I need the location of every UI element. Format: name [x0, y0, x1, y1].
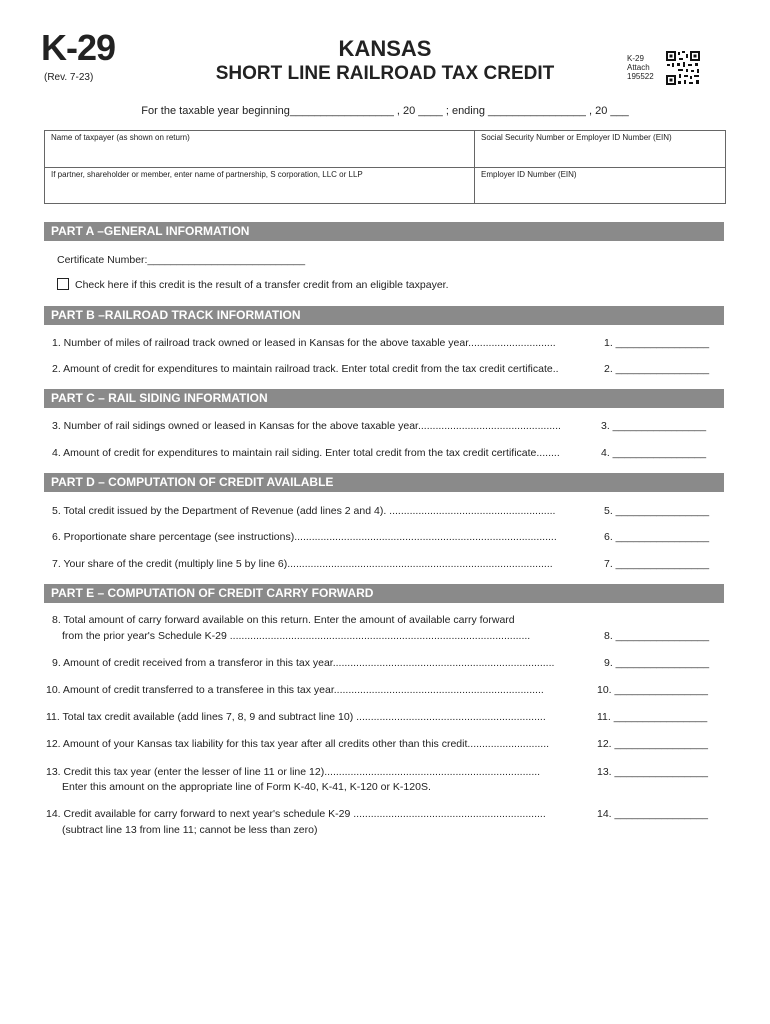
line-10-field[interactable]: 10. ________________ [597, 684, 708, 696]
part-c-heading: PART C – RAIL SIDING INFORMATION [44, 389, 724, 408]
id-row-1 [45, 131, 725, 167]
line-4-field[interactable]: 4. ________________ [601, 447, 707, 459]
line-2-label: 2. Amount of credit for expenditures to maintain railroad track. Enter total credit from the tax credit certificate.. [52, 363, 559, 375]
attach-code: 195522 [627, 72, 654, 81]
line-9-field[interactable]: 9. ________________ [604, 657, 710, 669]
line-7-label: 7. Your share of the credit (multiply line 5 by line 6)........................................................................................... [52, 558, 553, 570]
line-9-label: 9. Amount of credit received from a transferor in this tax year............................................................................ [52, 657, 555, 669]
line-1-field[interactable]: 1. ________________ [604, 337, 710, 349]
line-4-label: 4. Amount of credit for expenditures to maintain rail siding. Enter total credit from the tax credit certificate........ [52, 447, 560, 459]
line-8-label: 8. Total amount of carry forward available on this return. Enter the amount of available carry forward [52, 614, 515, 626]
line-3-field[interactable]: 3. ________________ [601, 420, 707, 432]
line-2-field[interactable]: 2. ________________ [604, 363, 710, 375]
form-number: K-29 [41, 27, 116, 68]
revision-date: (Rev. 7-23) [44, 72, 94, 83]
taxable-year-line[interactable]: For the taxable year beginning_________________ , 20 ____ ; ending ________________ , 20 ___ [141, 105, 629, 117]
line-8-field[interactable]: 8. ________________ [604, 630, 710, 642]
qr-code-icon [665, 50, 701, 86]
line-5-field[interactable]: 5. ________________ [604, 505, 710, 517]
line-11-label: 11. Total tax credit available (add lines 7, 8, 9 and subtract line 10) ................................................................. [46, 711, 546, 723]
state-title: KANSAS [338, 36, 432, 61]
line-12-label: 12. Amount of your Kansas tax liability for this tax year after all credits other than this credit............................ [46, 738, 550, 750]
line-6-field[interactable]: 6. ________________ [604, 531, 710, 543]
line-12-field[interactable]: 12. ________________ [597, 738, 708, 750]
line-14-field[interactable]: 14. ________________ [597, 808, 708, 820]
line-8-label-cont: from the prior year's Schedule K-29 ....................................................................................................... [62, 630, 531, 642]
line-10-label: 10. Amount of credit transferred to a transferee in this tax year........................................................................ [46, 684, 544, 696]
part-a-heading: PART A –GENERAL INFORMATION [44, 222, 724, 241]
line-14-instruction: (subtract line 13 from line 11; cannot be less than zero) [62, 824, 318, 836]
line-13-field[interactable]: 13. ________________ [597, 766, 708, 778]
attachment-info [627, 54, 654, 81]
part-d-heading: PART D – COMPUTATION OF CREDIT AVAILABLE [44, 473, 724, 492]
part-e-heading: PART E – COMPUTATION OF CREDIT CARRY FORWARD [44, 584, 724, 603]
line-5-label: 5. Total credit issued by the Department of Revenue (add lines 2 and 4). ......................................................... [52, 505, 556, 517]
part-b-heading: PART B –RAILROAD TRACK INFORMATION [44, 306, 724, 325]
ein-field[interactable]: Employer ID Number (EIN) [481, 170, 577, 179]
line-1-label: 1. Number of miles of railroad track owned or leased in Kansas for the above taxable year.............................. [52, 337, 556, 349]
line-11-field[interactable]: 11. ________________ [597, 711, 708, 723]
attach-form: K-29 [627, 54, 644, 63]
line-13-instruction: Enter this amount on the appropriate line of Form K-40, K-41, K-120 or K-120S. [62, 781, 431, 793]
line-7-field[interactable]: 7. ________________ [604, 558, 710, 570]
taxpayer-name-field[interactable]: Name of taxpayer (as shown on return) [45, 131, 475, 167]
taxpayer-id-box [44, 130, 726, 204]
line-6-label: 6. Proportionate share percentage (see instructions).......................................................................................... [52, 531, 557, 543]
transfer-credit-checkbox[interactable] [57, 278, 69, 290]
partnership-name-field[interactable]: If partner, shareholder or member, enter name of partnership, S corporation, LLC or LLP [45, 168, 475, 204]
certificate-number-field[interactable]: Certificate Number:___________________________ [57, 254, 306, 266]
line-14-label: 14. Credit available for carry forward to next year's schedule K-29 .................................................................. [46, 808, 546, 820]
line-13-label: 13. Credit this tax year (enter the lesser of line 11 or line 12).......................................................................... [46, 766, 541, 778]
id-row-2 [45, 167, 725, 204]
form-title: SHORT LINE RAILROAD TAX CREDIT [215, 63, 555, 84]
line-3-label: 3. Number of rail sidings owned or leased in Kansas for the above taxable year................................................. [52, 420, 561, 432]
attach-label: Attach [627, 63, 650, 72]
transfer-credit-label: Check here if this credit is the result of a transfer credit from an eligible taxpayer. [75, 279, 449, 291]
ssn-ein-field[interactable]: Social Security Number or Employer ID Number (EIN) [481, 133, 672, 142]
